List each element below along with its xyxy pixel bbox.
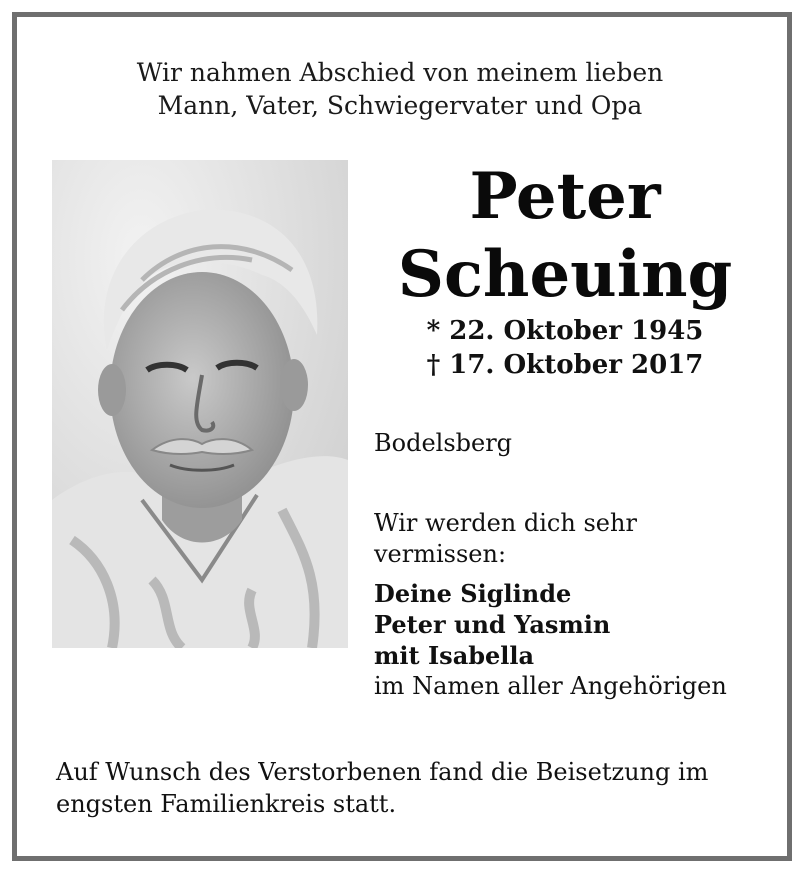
place-name: Bodelsberg bbox=[374, 429, 513, 457]
intro-text bbox=[0, 56, 800, 122]
portrait-photo bbox=[52, 160, 348, 648]
birth-date: * 22. Oktober 1945 bbox=[426, 316, 704, 346]
relatives-line: im Namen aller Angehörigen bbox=[374, 672, 727, 700]
life-dates bbox=[390, 314, 740, 382]
intro-line-2: Mann, Vater, Schwiegervater und Opa bbox=[157, 91, 643, 120]
death-date: † 17. Oktober 2017 bbox=[426, 350, 704, 380]
deceased-last-name: Scheuing bbox=[397, 237, 733, 312]
message-line-1: Wir werden dich sehr bbox=[374, 509, 637, 537]
signer: Peter und Yasmin bbox=[374, 610, 611, 639]
intro-line-1: Wir nahmen Abschied von meinem lieben bbox=[136, 58, 664, 87]
portrait-illustration bbox=[52, 160, 348, 648]
funeral-note bbox=[56, 756, 756, 820]
message-line-2: vermissen: bbox=[374, 540, 507, 568]
farewell-message bbox=[374, 508, 637, 570]
footer-line-2: engsten Familienkreis statt. bbox=[56, 790, 397, 818]
signer: Deine Siglinde bbox=[374, 579, 572, 608]
deceased-first-name: Peter bbox=[469, 159, 661, 234]
signers-list bbox=[374, 578, 610, 671]
signer: mit Isabella bbox=[374, 641, 535, 670]
footer-line-1: Auf Wunsch des Verstorbenen fand die Beisetzung im bbox=[56, 758, 709, 786]
